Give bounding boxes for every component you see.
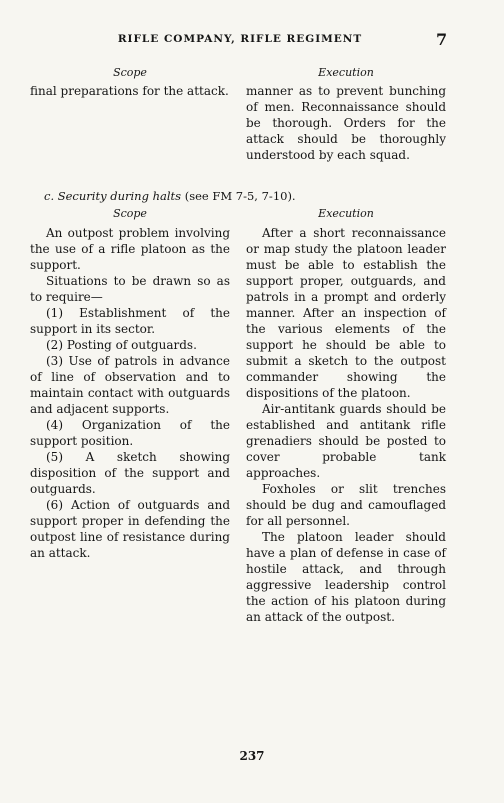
scope-paragraph: Situations to be drawn so as to require— [30, 274, 230, 304]
scope-paragraph: An outpost problem involving the use of a rifle platoon as the support. [30, 226, 230, 272]
page-corner-number: 7 [436, 30, 448, 49]
scope-list-item: (3) Use of patrols in advance of line of observation and to maintain contact with outguards and adjacent supports. [30, 354, 230, 416]
execution-heading-top: Execution [318, 66, 374, 79]
execution-column-bottom [246, 225, 446, 625]
execution-paragraph: manner as to prevent bunching of men. Reconnaissance should be thorough. Orders for the attack should be thoroughly understood by each squad. [246, 84, 446, 162]
scope-list-item: (2) Posting of outguards. [46, 338, 197, 352]
execution-paragraph: After a short reconnaissance or map study the platoon leader must be able to establish the support proper, outguards, and patrols in a prompt and orderly manner. After an inspection of the various elements of the support he should be able to submit a sketch to the outpost commander showing the dispositions of the platoon. [246, 226, 446, 400]
scope-column-bottom [30, 225, 230, 561]
scope-column-top [30, 83, 230, 99]
page-number: 237 [239, 749, 265, 763]
scope-heading-top: Scope [113, 66, 147, 79]
execution-paragraph: Foxholes or slit trenches should be dug and camouflaged for all personnel. [246, 482, 446, 528]
scope-paragraph: final preparations for the attack. [30, 84, 229, 98]
execution-heading-bottom: Execution [318, 207, 374, 220]
scope-list-item: (5) A sketch showing disposition of the support and outguards. [30, 450, 230, 496]
execution-column-top [246, 83, 446, 163]
section-label: c. Security during halts [44, 189, 182, 203]
section-heading [44, 189, 464, 203]
scope-list-item: (1) Establishment of the support in its sector. [30, 306, 230, 336]
execution-paragraph: The platoon leader should have a plan of defense in case of hostile attack, and through aggressive leadership control the action of his platoon during an attack of the outpost. [246, 530, 446, 624]
running-head: RIFLE COMPANY, RIFLE REGIMENT [117, 33, 363, 45]
section-reference: (see FM 7-5, 7-10). [184, 189, 296, 203]
execution-paragraph: Air-antitank guards should be established and antitank rifle grenadiers should be posted to cover probable tank approaches. [246, 402, 446, 480]
scope-list-item: (4) Organization of the support position. [30, 418, 230, 448]
scope-list-item: (6) Action of outguards and support proper in defending the outpost line of resistance during an attack. [30, 498, 230, 560]
scope-heading-bottom: Scope [113, 207, 147, 220]
